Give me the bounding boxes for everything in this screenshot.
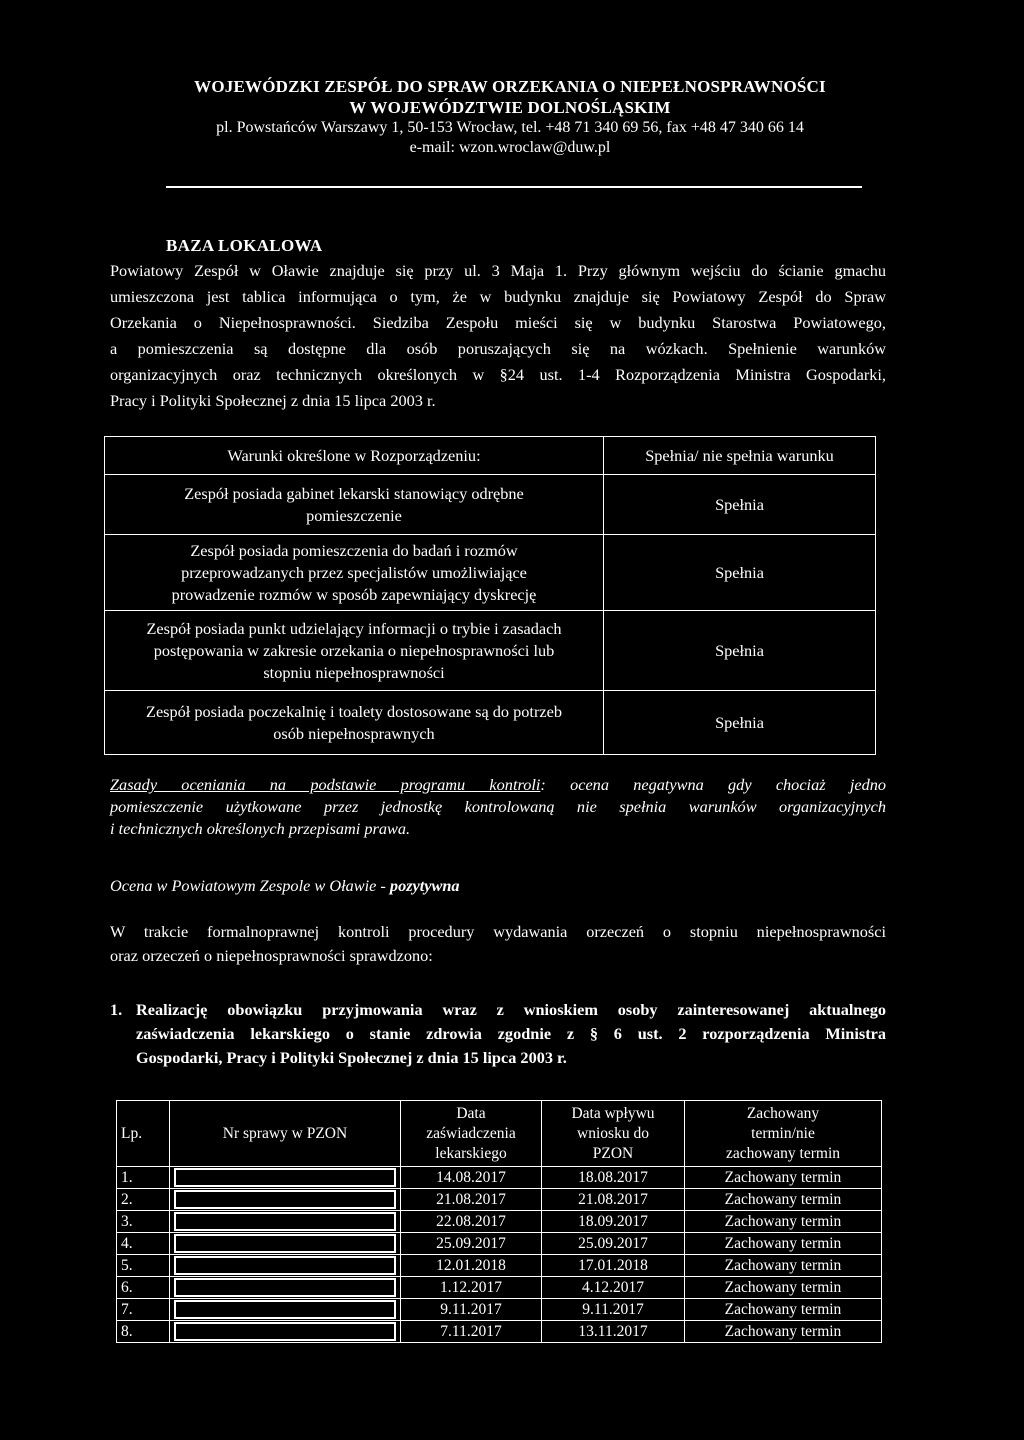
section-paragraph xyxy=(110,258,886,414)
header-line: lekarskiego xyxy=(435,1144,507,1162)
condition-line: Zespół posiada punkt udzielający informacji o trybie i zasadach xyxy=(146,618,562,638)
redacted-case-number xyxy=(174,1322,396,1341)
letterhead-title-line1: WOJEWÓDZKI ZESPÓŁ DO SPRAW ORZEKANIA O NIEPEŁNOSPRAWNOŚCI xyxy=(194,77,826,96)
condition-line: postępowania w zakresie orzekania o niepełnosprawności lub xyxy=(153,640,555,660)
case-number-cell xyxy=(170,1299,401,1321)
rules-line: pomieszczenie użytkowane przez jednostkę kontrolowaną nie spełnia warunków organizacyjnych xyxy=(110,797,886,816)
paragraph-line: umieszczona jest tablica informująca o tym, że w budynku znajduje się Powiatowy Zespół do Spraw xyxy=(110,287,886,306)
deadline-kept-cell: Zachowany termin xyxy=(685,1167,882,1189)
certificate-date-cell: 22.08.2017 xyxy=(401,1211,542,1233)
condition-line: pomieszczenie xyxy=(306,505,402,525)
cases-header-row xyxy=(117,1101,882,1167)
deadline-kept-cell: Zachowany termin xyxy=(685,1211,882,1233)
checked-item-1 xyxy=(110,998,886,1070)
condition-cell xyxy=(105,611,604,691)
inspection-intro xyxy=(110,920,886,968)
condition-line: osób niepełnosprawnych xyxy=(273,723,435,743)
lp-cell: 3. xyxy=(117,1211,170,1233)
redacted-case-number xyxy=(174,1300,396,1319)
redacted-case-number xyxy=(174,1168,396,1187)
status-header-cell: Spełnia/ nie spełnia warunku xyxy=(604,437,876,475)
condition-cell xyxy=(105,691,604,755)
case-number-cell xyxy=(170,1233,401,1255)
case-row xyxy=(117,1299,882,1321)
lp-cell: 6. xyxy=(117,1277,170,1299)
letterhead xyxy=(110,76,910,158)
item-body xyxy=(136,998,886,1070)
redacted-case-number xyxy=(174,1256,396,1275)
deadline-kept-cell: Zachowany termin xyxy=(685,1233,882,1255)
intro-line: oraz orzeczeń o niepełnosprawności sprawdzono: xyxy=(110,946,433,965)
certificate-date-cell: 25.09.2017 xyxy=(401,1233,542,1255)
status-cell: Spełnia xyxy=(604,611,876,691)
status-cell: Spełnia xyxy=(604,535,876,611)
conditions-header-cell: Warunki określone w Rozporządzeniu: xyxy=(105,437,604,475)
request-date-cell: 21.08.2017 xyxy=(542,1189,685,1211)
conditions-row xyxy=(105,475,876,535)
condition-line: prowadzenie rozmów w sposób zapewniający dyskrecję xyxy=(171,584,537,604)
conditions-row xyxy=(105,691,876,755)
condition-line: przeprowadzanych przez specjalistów umożliwiające xyxy=(181,562,527,582)
letterhead-title-line2: W WOJEWÓDZTWIE DOLNOŚLĄSKIM xyxy=(349,98,671,117)
condition-line: stopniu niepełnosprawności xyxy=(263,662,445,682)
conditions-header-row xyxy=(105,437,876,475)
condition-cell xyxy=(105,475,604,535)
lp-cell: 8. xyxy=(117,1321,170,1343)
header-line: wniosku do xyxy=(577,1124,649,1142)
paragraph-line: Pracy i Polityki Społecznej z dnia 15 lipca 2003 r. xyxy=(110,391,436,410)
assessment-result xyxy=(110,876,460,896)
paragraph-line: Powiatowy Zespół w Oławie znajduje się przy ul. 3 Maja 1. Przy głównym wejściu do ścianie gmachu xyxy=(110,261,886,280)
case-number-cell xyxy=(170,1167,401,1189)
header-line: Data wpływu xyxy=(571,1104,655,1122)
status-cell: Spełnia xyxy=(604,691,876,755)
assessment-text: Ocena w Powiatowym Zespole w Oławie - xyxy=(110,876,390,895)
rules-lead: Zasady oceniania na podstawie programu kontroli xyxy=(110,775,541,794)
condition-line: Zespół posiada poczekalnię i toalety dostosowane są do potrzeb xyxy=(146,701,562,721)
item-line: Gospodarki, Pracy i Polityki Społecznej z dnia 15 lipca 2003 r. xyxy=(136,1048,567,1067)
request-date-cell: 13.11.2017 xyxy=(542,1321,685,1343)
conditions-row xyxy=(105,535,876,611)
header-line: zaświadczenia xyxy=(426,1124,516,1142)
deadline-kept-cell: Zachowany termin xyxy=(685,1277,882,1299)
request-date-cell: 18.08.2017 xyxy=(542,1167,685,1189)
letterhead-email: e-mail: wzon.wroclaw@duw.pl xyxy=(409,139,611,156)
item-line: zaświadczenia lekarskiego o stanie zdrowia zgodnie z § 6 ust. 2 rozporządzenia Ministra xyxy=(136,1024,886,1043)
request-date-cell: 4.12.2017 xyxy=(542,1277,685,1299)
rules-line1-rest: : ocena negatywna gdy chociaż jedno xyxy=(540,775,886,794)
section-title: BAZA LOKALOWA xyxy=(166,236,323,255)
condition-line: Zespół posiada gabinet lekarski stanowiący odrębne xyxy=(184,483,524,503)
lp-cell: 1. xyxy=(117,1167,170,1189)
conditions-table xyxy=(104,436,876,755)
assessment-rules xyxy=(110,774,886,840)
item-line: Realizację obowiązku przyjmowania wraz z wnioskiem osoby zainteresowanej aktualnego xyxy=(136,1000,886,1019)
letterhead-address: pl. Powstańców Warszawy 1, 50-153 Wrocław, tel. +48 71 340 69 56, fax +48 47 340 66 14 xyxy=(216,119,804,136)
lp-cell: 4. xyxy=(117,1233,170,1255)
case-row xyxy=(117,1211,882,1233)
case-number-cell xyxy=(170,1255,401,1277)
header-line: Data xyxy=(456,1104,486,1122)
case-number-cell xyxy=(170,1211,401,1233)
case-row xyxy=(117,1233,882,1255)
redacted-case-number xyxy=(174,1212,396,1231)
item-number: 1. xyxy=(110,1000,123,1019)
header-line: Zachowany xyxy=(746,1104,820,1122)
paragraph-line: Orzekania o Niepełnosprawności. Siedziba Zespołu mieści się w budynku Starostwa Powiatowego, xyxy=(110,313,886,332)
case-row xyxy=(117,1277,882,1299)
intro-line: W trakcie formalnoprawnej kontroli procedury wydawania orzeczeń o stopniu niepełnosprawności xyxy=(110,922,886,941)
request-date-header xyxy=(542,1101,685,1167)
case-number-cell xyxy=(170,1277,401,1299)
lp-cell: 2. xyxy=(117,1189,170,1211)
rules-line xyxy=(110,774,886,796)
case-row xyxy=(117,1255,882,1277)
certificate-date-cell: 9.11.2017 xyxy=(401,1299,542,1321)
deadline-kept-cell: Zachowany termin xyxy=(685,1255,882,1277)
certificate-date-cell: 7.11.2017 xyxy=(401,1321,542,1343)
request-date-cell: 17.01.2018 xyxy=(542,1255,685,1277)
certificate-date-cell: 12.01.2018 xyxy=(401,1255,542,1277)
deadline-kept-cell: Zachowany termin xyxy=(685,1189,882,1211)
condition-cell xyxy=(105,535,604,611)
header-line: PZON xyxy=(592,1144,634,1162)
conditions-row xyxy=(105,611,876,691)
rules-line: i technicznych określonych przepisami prawa. xyxy=(110,819,411,838)
deadline-kept-cell: Zachowany termin xyxy=(685,1299,882,1321)
request-date-cell: 18.09.2017 xyxy=(542,1211,685,1233)
redacted-case-number xyxy=(174,1278,396,1297)
header-divider xyxy=(166,186,862,188)
certificate-date-header xyxy=(401,1101,542,1167)
status-cell: Spełnia xyxy=(604,475,876,535)
paragraph-line: a pomieszczenia są dostępne dla osób poruszających się na wózkach. Spełnienie warunków xyxy=(110,339,886,358)
condition-line: Zespół posiada pomieszczenia do badań i rozmów xyxy=(190,540,518,560)
header-line: termin/nie xyxy=(751,1124,815,1142)
certificate-date-cell: 14.08.2017 xyxy=(401,1167,542,1189)
redacted-case-number xyxy=(174,1234,396,1253)
deadline-kept-cell: Zachowany termin xyxy=(685,1321,882,1343)
redacted-case-number xyxy=(174,1190,396,1209)
case-number-cell xyxy=(170,1321,401,1343)
case-row xyxy=(117,1189,882,1211)
paragraph-line: organizacyjnych oraz technicznych określonych w §24 ust. 1-4 Rozporządzenia Ministra Gospodarki, xyxy=(110,365,886,384)
request-date-cell: 25.09.2017 xyxy=(542,1233,685,1255)
case-row xyxy=(117,1321,882,1343)
lp-cell: 7. xyxy=(117,1299,170,1321)
case-number-cell xyxy=(170,1189,401,1211)
lp-cell: 5. xyxy=(117,1255,170,1277)
request-date-cell: 9.11.2017 xyxy=(542,1299,685,1321)
case-number-header: Nr sprawy w PZON xyxy=(170,1101,401,1167)
cases-table xyxy=(116,1100,882,1343)
case-row xyxy=(117,1167,882,1189)
certificate-date-cell: 21.08.2017 xyxy=(401,1189,542,1211)
lp-header: Lp. xyxy=(117,1101,170,1167)
header-line: zachowany termin xyxy=(725,1144,841,1162)
assessment-verdict: pozytywna xyxy=(389,876,460,895)
deadline-kept-header xyxy=(685,1101,882,1167)
certificate-date-cell: 1.12.2017 xyxy=(401,1277,542,1299)
